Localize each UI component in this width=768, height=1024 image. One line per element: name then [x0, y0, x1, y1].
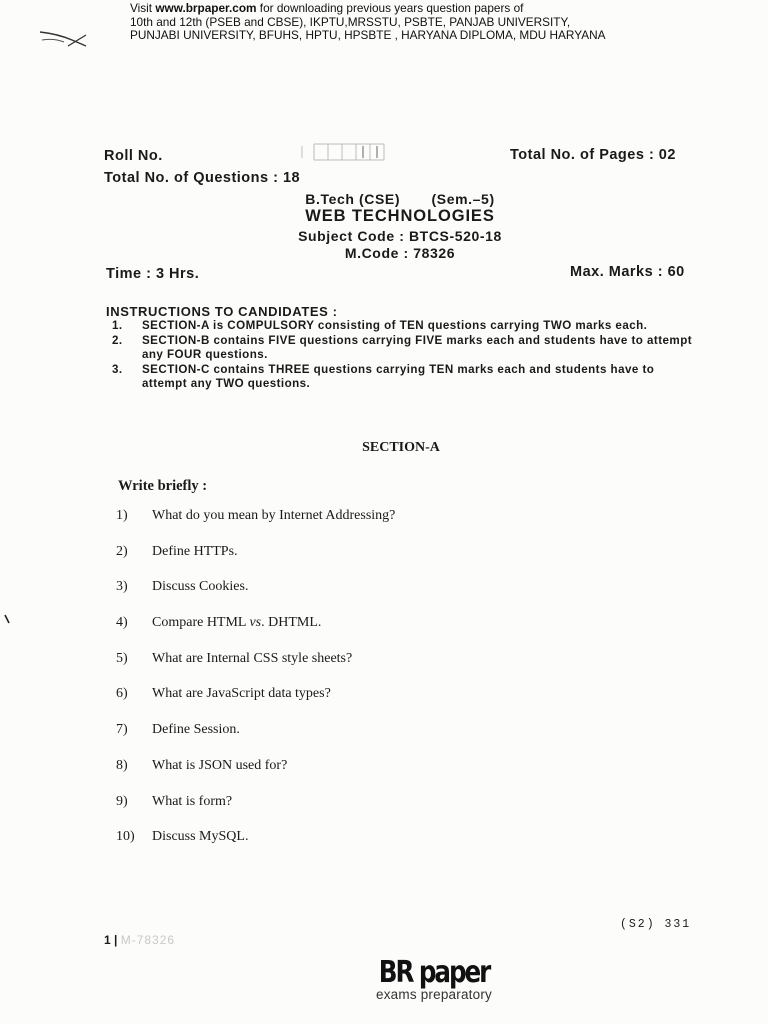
question-text: What are Internal CSS style sheets?	[152, 650, 353, 666]
m-code: M.Code : 78326	[344, 245, 456, 261]
roll-no-label: Roll No.	[104, 148, 163, 164]
paper-code: (S2) 331	[620, 918, 692, 931]
banner-line-1	[130, 2, 750, 16]
question-number: 5)	[116, 650, 128, 666]
instructions-title: INSTRUCTIONS TO CANDIDATES :	[106, 304, 338, 319]
subject-code: Subject Code : BTCS-520-18	[298, 228, 502, 244]
question-number: 3)	[116, 579, 128, 595]
question-item	[116, 686, 395, 722]
subject-title: WEB TECHNOLOGIES	[305, 207, 495, 225]
question-number: 7)	[116, 722, 128, 738]
section-a-prompt: Write briefly :	[118, 478, 208, 494]
banner-prefix: Visit	[130, 1, 156, 15]
instruction-text: SECTION-A is COMPULSORY consisting of TEN questions carrying TWO marks each.	[142, 319, 648, 332]
question-text: Discuss Cookies.	[152, 579, 249, 595]
question-item	[116, 579, 395, 615]
course-line: B.Tech (CSE) (Sem.–5)	[305, 191, 495, 207]
instruction-text: SECTION-B contains FIVE questions carrying FIVE marks each and students have to attempt any FOUR questions.	[142, 333, 693, 361]
instruction-number: 3.	[112, 362, 123, 376]
question-item	[116, 615, 395, 651]
page-footer	[104, 933, 175, 947]
page-number: 1 |	[104, 933, 118, 947]
question-text-part: . DHTML.	[261, 615, 322, 631]
banner-line-2: 10th and 12th (PSEB and CBSE), IKPTU,MRSSTU, PSBTE, PANJAB UNIVERSITY,	[130, 14, 571, 29]
question-text: What is JSON used for?	[152, 757, 288, 773]
question-item	[116, 544, 395, 580]
instructions-list	[112, 319, 702, 392]
site-banner	[130, 2, 750, 43]
pen-scribble-mark	[38, 26, 90, 50]
section-a-title: SECTION-A	[362, 440, 440, 455]
margin-mark	[4, 614, 10, 624]
question-item	[116, 508, 395, 544]
question-text: What are JavaScript data types?	[152, 686, 331, 702]
question-text: What is form?	[152, 793, 233, 809]
question-text-italic: vs	[249, 615, 262, 631]
question-item	[116, 722, 395, 758]
instruction-item	[112, 334, 702, 363]
instruction-number: 2.	[112, 333, 123, 347]
total-pages: Total No. of Pages : 02	[510, 147, 676, 163]
question-number: 10)	[116, 829, 135, 845]
question-item	[116, 794, 395, 830]
instruction-item	[112, 363, 702, 392]
question-text: Define Session.	[152, 722, 240, 738]
question-list	[116, 508, 395, 865]
instruction-item	[112, 319, 702, 334]
logo-tagline: exams preparatory	[376, 987, 492, 1002]
instruction-number: 1.	[112, 319, 123, 332]
banner-suffix: for downloading previous years question papers of	[256, 1, 524, 15]
question-text	[152, 615, 321, 631]
roll-number-boxes	[300, 142, 390, 162]
max-marks: Max. Marks : 60	[570, 264, 685, 280]
question-text: Discuss MySQL.	[152, 829, 249, 845]
question-number: 6)	[116, 686, 128, 702]
question-text: Define HTTPs.	[152, 543, 238, 559]
question-number: 8)	[116, 757, 128, 773]
brpaper-logo	[364, 955, 504, 1002]
question-number: 4)	[116, 615, 128, 631]
banner-line-3: PUNJABI UNIVERSITY, BFUHS, HPTU, HPSBTE , HARYANA DIPLOMA, MDU HARYANA	[130, 28, 606, 42]
page-m-code: M-78326	[120, 933, 176, 947]
total-questions: Total No. of Questions : 18	[104, 170, 301, 186]
question-item	[116, 651, 395, 687]
question-item	[116, 829, 395, 865]
question-number: 1)	[116, 508, 128, 523]
question-text: What do you mean by Internet Addressing?	[152, 508, 396, 523]
question-number: 2)	[116, 543, 128, 559]
instruction-text: SECTION-C contains THREE questions carrying TEN marks each and students have to attempt any TWO questions.	[142, 362, 655, 390]
exam-time: Time : 3 Hrs.	[106, 266, 200, 282]
question-item	[116, 758, 395, 794]
question-number: 9)	[116, 793, 128, 809]
banner-site-link[interactable]: www.brpaper.com	[155, 1, 257, 15]
logo-wordmark: BR paper	[378, 955, 490, 990]
question-text-part: Compare HTML	[152, 615, 250, 631]
